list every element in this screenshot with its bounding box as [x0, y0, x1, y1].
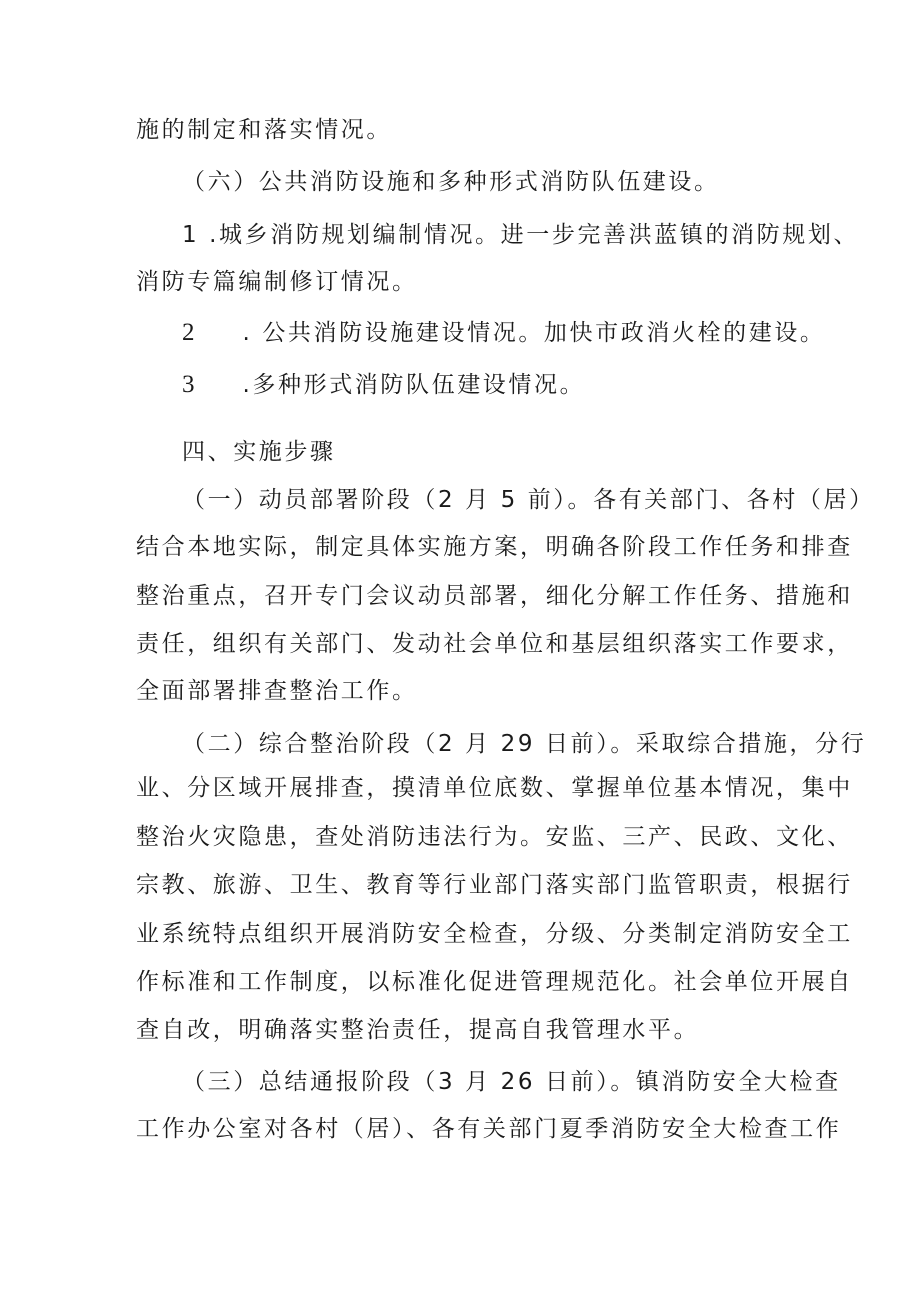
- paragraph-line: 整治火灾隐患，查处消防违法行为。安监、三产、民政、文化、: [136, 824, 853, 850]
- section-heading: （六）公共消防设施和多种形式消防队伍建设。: [182, 169, 720, 195]
- paragraph-line: （二）综合整治阶段（2 月 29 日前）。采取综合措施，分行: [182, 731, 867, 757]
- paragraph-line: （一）动员部署阶段（2 月 5 前）。各有关部门、各村（居）: [182, 487, 875, 513]
- list-number: 3: [182, 371, 195, 398]
- list-text: .多种形式消防队伍建设情况。: [242, 372, 586, 398]
- paragraph-line: 责任，组织有关部门、发动社会单位和基层组织落实工作要求，: [136, 631, 853, 657]
- paragraph-line: 宗教、旅游、卫生、教育等行业部门落实部门监管职责，根据行: [136, 872, 853, 898]
- list-number: 2: [182, 319, 195, 346]
- paragraph-line: 施的制定和落实情况。: [136, 117, 392, 143]
- paragraph-line: 结合本地实际，制定具体实施方案，明确各阶段工作任务和排查: [136, 534, 853, 560]
- paragraph-line: 工作办公室对各村（居）、各有关部门夏季消防安全大检查工作: [136, 1116, 842, 1142]
- paragraph-line: 1 .城乡消防规划编制情况。进一步完善洪蓝镇的消防规划、: [182, 222, 860, 248]
- paragraph-line: 全面部署排查整治工作。: [136, 678, 418, 704]
- paragraph-line: 作标准和工作制度，以标准化促进管理规范化。社会单位开展自: [136, 969, 853, 995]
- paragraph-line: 业、分区域开展排查，摸清单位底数、掌握单位基本情况，集中: [136, 775, 853, 801]
- section-heading: 四、实施步骤: [182, 439, 336, 465]
- list-item-3: [182, 369, 585, 401]
- paragraph-line: 整治重点，召开专门会议动员部署，细化分解工作任务、措施和: [136, 583, 853, 609]
- paragraph-line: 查自改，明确落实整治责任，提高自我管理水平。: [136, 1017, 700, 1043]
- list-item-2: [182, 317, 826, 349]
- paragraph-line: 消防专篇编制修订情况。: [136, 269, 418, 295]
- paragraph-line: （三）总结通报阶段（3 月 26 日前）。镇消防安全大检查: [182, 1069, 841, 1095]
- list-text: . 公共消防设施建设情况。加快市政消火栓的建设。: [242, 320, 826, 346]
- paragraph-line: 业系统特点组织开展消防安全检查，分级、分类制定消防安全工: [136, 921, 853, 947]
